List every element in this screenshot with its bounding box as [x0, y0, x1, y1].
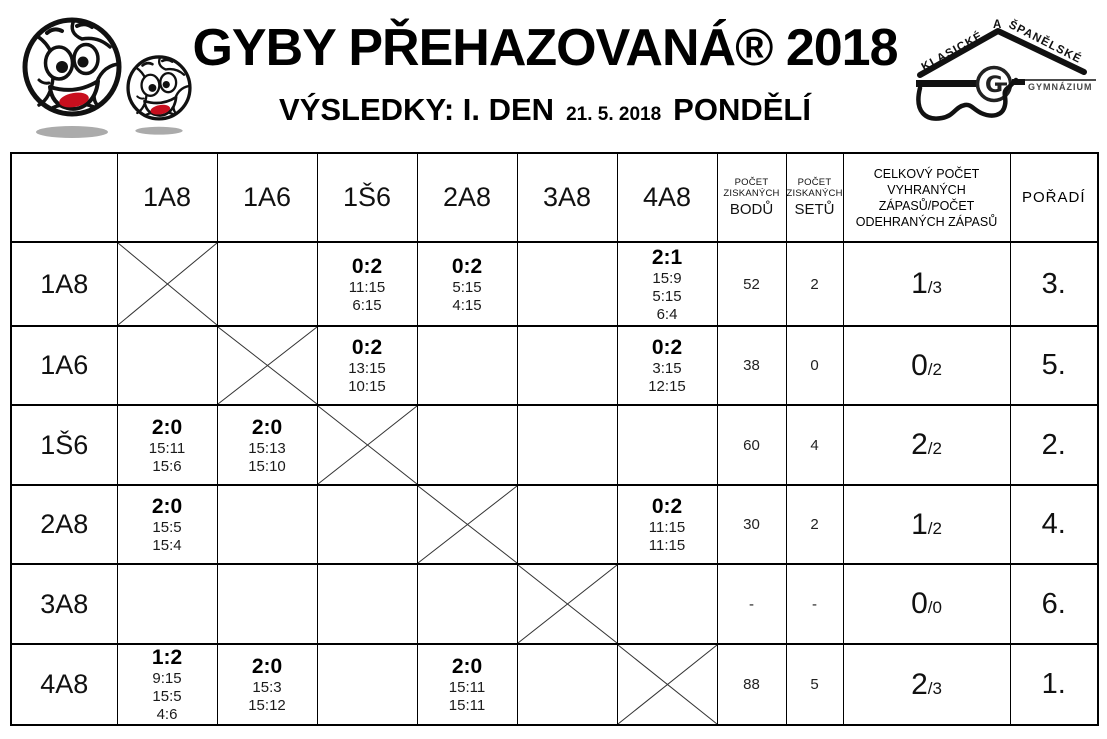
col-header-2A8: 2A8: [417, 153, 517, 242]
sets-header-line: SETŮ: [794, 201, 835, 218]
match-3A8-vs-2A8: [417, 564, 517, 644]
table-row-1Š6: [11, 405, 1098, 485]
matches-won: 0: [911, 587, 928, 620]
self-cell-1A8: [117, 242, 217, 326]
set-score: 4:15: [452, 296, 482, 314]
points-1Š6: 60: [717, 405, 786, 485]
matches-played: /0: [927, 598, 942, 617]
sets-1Š6: 4: [786, 405, 843, 485]
sets-3A8: -: [786, 564, 843, 644]
subtitle-results-label: VÝSLEDKY: I. DEN: [279, 92, 555, 127]
match-3A8-vs-1A6: [217, 564, 317, 644]
row-header-2A8: 2A8: [11, 485, 117, 564]
match-3A8-vs-4A8: [617, 564, 717, 644]
sets-4A8: 5: [786, 644, 843, 725]
matches-header-line: VYHRANÝCH: [887, 182, 966, 197]
results-table: [10, 152, 1099, 726]
sets-header: [786, 153, 843, 242]
diagonal-cross-icon: [518, 565, 617, 643]
header-row: [11, 153, 1098, 242]
volleyball-mascot-large-icon: [22, 14, 122, 140]
match-1A6-vs-1Š6: [317, 326, 417, 405]
diagonal-cross-icon: [418, 486, 517, 563]
match-2A8-vs-3A8: [517, 485, 617, 564]
matches-4A8: [843, 644, 1010, 725]
set-score: 15:4: [152, 537, 182, 554]
set-score: 15:11: [448, 679, 486, 696]
self-cell-1A6: [217, 326, 317, 405]
school-logo-text-center: A: [993, 19, 1003, 31]
match-1A6-vs-4A8: [617, 326, 717, 405]
sets-1A8: 2: [786, 242, 843, 326]
match-3A8-vs-1Š6: [317, 564, 417, 644]
rank-4A8: 1.: [1010, 644, 1098, 725]
match-score: 0:2: [651, 495, 683, 518]
match-2A8-vs-4A8: [617, 485, 717, 564]
school-logo-text-left: KLASICKÉ: [919, 29, 986, 74]
diagonal-cross-icon: [118, 243, 217, 325]
matches-header-line: CELKOVÝ POČET: [873, 166, 980, 181]
set-score: 6:15: [352, 296, 382, 314]
set-score: 15:10: [248, 457, 286, 475]
matches-won: 1: [911, 507, 928, 541]
match-4A8-vs-1A8: [117, 644, 217, 725]
self-cell-2A8: [417, 485, 517, 564]
corner-cell: [11, 153, 117, 242]
points-2A8: 30: [717, 485, 786, 564]
matches-played: /2: [927, 518, 942, 538]
match-score: 0:2: [651, 336, 683, 359]
match-score: 0:2: [351, 254, 383, 278]
match-3A8-vs-1A8: [117, 564, 217, 644]
sets-header-line: ZISKANÝCH: [786, 188, 843, 199]
match-1A8-vs-1A6: [217, 242, 317, 326]
points-header-line: ZISKANÝCH: [723, 188, 780, 199]
match-score: 0:2: [351, 336, 383, 359]
row-header-4A8: 4A8: [11, 644, 117, 725]
matches-3A8: [843, 564, 1010, 644]
match-1Š6-vs-4A8: [617, 405, 717, 485]
matches-won: 1: [911, 267, 928, 300]
matches-1A6: [843, 326, 1010, 405]
set-score: 6:4: [656, 305, 678, 323]
points-header: [717, 153, 786, 242]
set-score: 11:15: [648, 537, 686, 554]
set-score: 15:12: [248, 697, 286, 714]
matches-won: 2: [911, 428, 928, 461]
points-3A8: -: [717, 564, 786, 644]
match-1Š6-vs-2A8: [417, 405, 517, 485]
match-1A8-vs-3A8: [517, 242, 617, 326]
matches-header-line: ZÁPASŮ/POČET: [878, 198, 975, 213]
set-score: 10:15: [348, 378, 386, 395]
school-logo: [908, 18, 1104, 130]
sets-header-line: POČET: [797, 177, 832, 188]
row-header-1A8: 1A8: [11, 242, 117, 326]
set-score: 11:15: [648, 519, 686, 536]
school-logo-monogram: G: [984, 73, 1004, 98]
matches-played: /3: [927, 278, 942, 297]
diagonal-cross-icon: [218, 327, 317, 404]
set-score: 5:15: [652, 287, 682, 305]
set-score: 15:13: [248, 439, 286, 457]
matches-played: /2: [927, 439, 942, 458]
match-4A8-vs-2A8: [417, 644, 517, 725]
self-cell-4A8: [617, 644, 717, 725]
match-1A6-vs-1A8: [117, 326, 217, 405]
match-1Š6-vs-1A8: [117, 405, 217, 485]
points-header-line: BODŮ: [729, 201, 774, 218]
table-row-1A6: [11, 326, 1098, 405]
page-title: GYBY PŘEHAZOVANÁ® 2018: [192, 19, 898, 77]
col-header-1Š6: 1Š6: [317, 153, 417, 242]
subtitle: [192, 92, 898, 128]
table-row-2A8: [11, 485, 1098, 564]
sets-1A6: 0: [786, 326, 843, 405]
table-row-1A8: [11, 242, 1098, 326]
self-cell-3A8: [517, 564, 617, 644]
sets-2A8: 2: [786, 485, 843, 564]
row-header-1A6: 1A6: [11, 326, 117, 405]
matches-header: [843, 153, 1010, 242]
match-1A8-vs-2A8: [417, 242, 517, 326]
diagonal-cross-icon: [618, 645, 717, 724]
set-score: 12:15: [648, 378, 686, 395]
set-score: 11:15: [348, 278, 386, 296]
volleyball-mascot-small-icon: [126, 53, 192, 136]
rank-header: POŘADÍ: [1010, 153, 1098, 242]
points-1A6: 38: [717, 326, 786, 405]
col-header-4A8: 4A8: [617, 153, 717, 242]
set-score: 15:6: [152, 457, 182, 475]
set-score: 13:15: [348, 360, 386, 377]
match-1A8-vs-4A8: [617, 242, 717, 326]
rank-2A8: 4.: [1010, 485, 1098, 564]
match-score: 0:2: [451, 254, 483, 278]
match-4A8-vs-3A8: [517, 644, 617, 725]
matches-won: 2: [911, 667, 928, 701]
rank-1Š6: 2.: [1010, 405, 1098, 485]
match-1A6-vs-3A8: [517, 326, 617, 405]
match-4A8-vs-1Š6: [317, 644, 417, 725]
rank-1A8: 3.: [1010, 242, 1098, 326]
match-score: 2:0: [251, 655, 283, 678]
matches-header-line: ODEHRANÝCH ZÁPASŮ: [855, 214, 998, 229]
match-2A8-vs-1Š6: [317, 485, 417, 564]
rank-1A6: 5.: [1010, 326, 1098, 405]
matches-won: 0: [911, 348, 928, 382]
row-header-3A8: 3A8: [11, 564, 117, 644]
matches-played: /2: [927, 359, 942, 379]
set-score: 15:5: [152, 519, 182, 536]
match-score: 2:0: [151, 495, 183, 518]
match-1A8-vs-1Š6: [317, 242, 417, 326]
school-logo-text-right: ŠPANĚLSKÉ: [1006, 18, 1084, 67]
col-header-3A8: 3A8: [517, 153, 617, 242]
row-header-1Š6: 1Š6: [11, 405, 117, 485]
set-score: 15:3: [252, 679, 282, 696]
table-row-3A8: [11, 564, 1098, 644]
set-score: 5:15: [452, 278, 482, 296]
self-cell-1Š6: [317, 405, 417, 485]
match-4A8-vs-1A6: [217, 644, 317, 725]
set-score: 15:9: [652, 269, 682, 287]
match-2A8-vs-1A6: [217, 485, 317, 564]
match-score: 1:2: [151, 646, 183, 669]
set-score: 15:11: [148, 439, 186, 457]
table-row-4A8: [11, 644, 1098, 725]
matches-1A8: [843, 242, 1010, 326]
points-1A8: 52: [717, 242, 786, 326]
points-header-line: POČET: [734, 177, 769, 188]
set-score: 15:5: [152, 688, 182, 705]
matches-played: /3: [927, 678, 942, 698]
matches-1Š6: [843, 405, 1010, 485]
match-score: 2:0: [151, 415, 183, 439]
match-1Š6-vs-1A6: [217, 405, 317, 485]
match-score: 2:0: [251, 415, 283, 439]
set-score: 15:11: [448, 697, 486, 714]
set-score: 4:6: [156, 706, 178, 723]
subtitle-date: 21. 5. 2018: [566, 104, 662, 125]
match-score: 2:0: [451, 655, 483, 678]
school-logo-name: GYMNÁZIUM: [1028, 82, 1093, 92]
diagonal-cross-icon: [318, 406, 417, 484]
points-4A8: 88: [717, 644, 786, 725]
set-score: 3:15: [652, 360, 682, 377]
match-1A6-vs-2A8: [417, 326, 517, 405]
subtitle-day: PONDĚLÍ: [673, 92, 811, 127]
set-score: 9:15: [152, 670, 182, 687]
rank-3A8: 6.: [1010, 564, 1098, 644]
col-header-1A6: 1A6: [217, 153, 317, 242]
col-header-1A8: 1A8: [117, 153, 217, 242]
matches-2A8: [843, 485, 1010, 564]
match-1Š6-vs-3A8: [517, 405, 617, 485]
match-2A8-vs-1A8: [117, 485, 217, 564]
match-score: 2:1: [651, 245, 683, 269]
